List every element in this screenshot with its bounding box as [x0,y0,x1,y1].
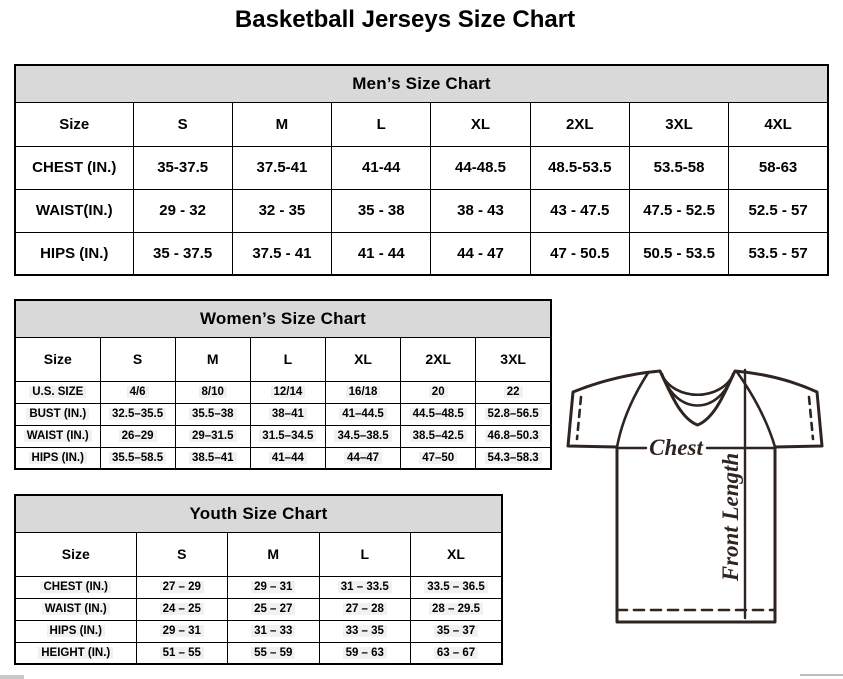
size-value: 48.5-53.5 [530,146,629,189]
table-row [15,642,502,664]
size-value: 38.5–41 [175,447,250,469]
size-value: 63 – 67 [411,642,503,664]
column-header: Size [15,337,100,381]
size-value: 22 [476,381,551,403]
size-value: 29–31.5 [175,425,250,447]
size-value: 31.5–34.5 [250,425,325,447]
table-row [15,381,551,403]
size-value: 32.5–35.5 [100,403,175,425]
size-value: 53.5-58 [629,146,728,189]
table-row [15,532,502,576]
size-value: 31 – 33.5 [319,576,411,598]
column-header: Size [15,532,136,576]
collar-inner-line [662,374,733,406]
chest-label: Chest [649,435,703,460]
row-label: CHEST (IN.) [15,146,133,189]
column-header: M [232,102,331,146]
mens-table-title: Men’s Size Chart [15,65,828,102]
size-value: 38 - 43 [431,189,530,232]
table-row [15,146,828,189]
row-label: HIPS (IN.) [15,447,100,469]
size-value: 27 – 29 [136,576,228,598]
size-value: 35 – 37 [411,620,503,642]
size-value: 44 - 47 [431,232,530,275]
womens-size-chart-table [14,299,552,470]
size-value: 51 – 55 [136,642,228,664]
size-value: 29 – 31 [228,576,320,598]
column-header: XL [411,532,503,576]
size-value: 25 – 27 [228,598,320,620]
column-header: 2XL [401,337,476,381]
column-header: M [175,337,250,381]
size-value: 33 – 35 [319,620,411,642]
size-value: 50.5 - 53.5 [629,232,728,275]
size-value: 47 - 50.5 [530,232,629,275]
column-header: Size [15,102,133,146]
jersey-outline [568,371,822,622]
youth-size-chart-table [14,494,503,665]
size-value: 59 – 63 [319,642,411,664]
size-value: 44.5–48.5 [401,403,476,425]
row-label: BUST (IN.) [15,403,100,425]
jersey-diagram [560,360,830,628]
column-header: L [250,337,325,381]
size-value: 27 – 28 [319,598,411,620]
table-row [15,425,551,447]
size-value: 34.5–38.5 [325,425,400,447]
column-header: S [133,102,232,146]
size-value: 16/18 [325,381,400,403]
size-value: 26–29 [100,425,175,447]
cuff-dash-right [809,397,813,439]
size-value: 33.5 – 36.5 [411,576,503,598]
size-value: 47–50 [401,447,476,469]
size-value: 29 – 31 [136,620,228,642]
row-label: HIPS (IN.) [15,620,136,642]
size-value: 35-37.5 [133,146,232,189]
cropped-fragment-right [800,674,843,676]
size-value: 35 - 38 [332,189,431,232]
table-row [15,232,828,275]
size-value: 44-48.5 [431,146,530,189]
size-value: 53.5 - 57 [729,232,828,275]
size-value: 43 - 47.5 [530,189,629,232]
size-value: 37.5 - 41 [232,232,331,275]
table-row [15,620,502,642]
row-label: WAIST (IN.) [15,598,136,620]
size-value: 44–47 [325,447,400,469]
size-value: 37.5-41 [232,146,331,189]
mens-size-chart-table [14,64,829,276]
size-value: 24 – 25 [136,598,228,620]
column-header: 3XL [476,337,551,381]
column-header: 3XL [629,102,728,146]
size-value: 4/6 [100,381,175,403]
size-value: 38.5–42.5 [401,425,476,447]
size-value: 58-63 [729,146,828,189]
table-row [15,576,502,598]
size-value: 8/10 [175,381,250,403]
size-value: 52.8–56.5 [476,403,551,425]
size-value: 47.5 - 52.5 [629,189,728,232]
column-header: 2XL [530,102,629,146]
column-header: S [136,532,228,576]
size-value: 41 - 44 [332,232,431,275]
size-value: 28 – 29.5 [411,598,503,620]
size-value: 54.3–58.3 [476,447,551,469]
row-label: HEIGHT (IN.) [15,642,136,664]
armhole-seam-right [737,372,775,447]
row-label: CHEST (IN.) [15,576,136,598]
column-header: S [100,337,175,381]
size-value: 38–41 [250,403,325,425]
table-row [15,102,828,146]
size-value: 31 – 33 [228,620,320,642]
table-row [15,337,551,381]
size-value: 55 – 59 [228,642,320,664]
size-value: 41–44.5 [325,403,400,425]
table-row [15,403,551,425]
column-header: M [228,532,320,576]
size-value: 41-44 [332,146,431,189]
table-row [15,495,502,532]
size-value: 12/14 [250,381,325,403]
row-label: WAIST(IN.) [15,189,133,232]
column-header: XL [325,337,400,381]
table-row [15,65,828,102]
size-value: 29 - 32 [133,189,232,232]
size-value: 35.5–38 [175,403,250,425]
size-value: 52.5 - 57 [729,189,828,232]
table-row [15,189,828,232]
column-header: XL [431,102,530,146]
size-value: 35 - 37.5 [133,232,232,275]
size-value: 46.8–50.3 [476,425,551,447]
column-header: L [319,532,411,576]
column-header: 4XL [729,102,828,146]
page-title: Basketball Jerseys Size Chart [234,6,576,33]
size-value: 35.5–58.5 [100,447,175,469]
womens-table-title: Women’s Size Chart [15,300,551,337]
column-header: L [332,102,431,146]
front-length-label: Front Length [718,452,743,582]
size-value: 20 [401,381,476,403]
size-value: 32 - 35 [232,189,331,232]
youth-table-title: Youth Size Chart [15,495,502,532]
row-label: HIPS (IN.) [15,232,133,275]
cropped-fragment-left [0,675,24,679]
cuff-dash-left [577,397,581,439]
row-label: U.S. SIZE [15,381,100,403]
size-value: 41–44 [250,447,325,469]
row-label: WAIST (IN.) [15,425,100,447]
table-row [15,447,551,469]
table-row [15,300,551,337]
table-row [15,598,502,620]
armhole-seam-left [617,373,648,447]
